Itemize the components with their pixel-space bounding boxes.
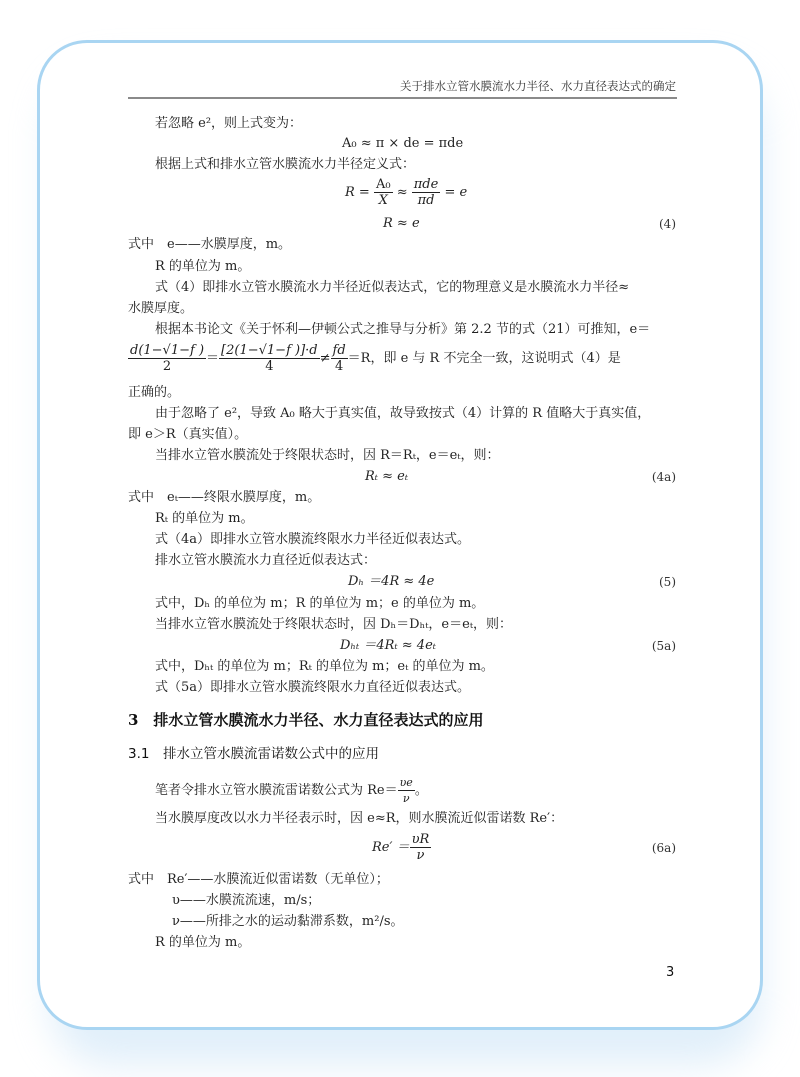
definition-line: R 的单位为 m。 (155, 935, 251, 950)
equation-fraction-row (345, 177, 467, 208)
definition-line: 式中 Re′——水膜流近似雷诺数（无单位）； (128, 872, 389, 887)
equation-fraction-row (128, 343, 621, 374)
numerator: [2(1−√1−f )]·d (221, 343, 318, 358)
fraction (410, 832, 432, 863)
paragraph: 根据上式和排水立管水膜流水力半径定义式： (155, 157, 416, 172)
equation-number: (4a) (651, 470, 676, 484)
paragraph: R 的单位为 m。 (155, 259, 251, 274)
fraction (398, 775, 415, 806)
equation: A₀ ≈ π × de = πde (342, 136, 464, 151)
paragraph: 正确的。 (128, 385, 181, 400)
fraction (219, 343, 320, 374)
equation-fraction-row (372, 832, 431, 863)
running-header: 关于排水立管水膜流水力半径、水力直径表达式的确定 (400, 79, 676, 93)
paragraph: 式中 e——水膜厚度，m。 (128, 237, 292, 252)
paragraph-text: 笔者令排水立管水膜流雷诺数公式为 Re＝ (155, 783, 398, 798)
equation: Rₜ ≈ eₜ (365, 469, 409, 484)
paragraph: 排水立管水膜流水力直径近似表达式： (155, 553, 377, 568)
numerator: A₀ (375, 177, 391, 192)
equation-number: (4) (659, 217, 676, 231)
paragraph: 式中，Dₕ 的单位为 m；R 的单位为 m；e 的单位为 m。 (155, 596, 485, 611)
fraction (128, 343, 206, 374)
fraction (412, 177, 441, 208)
denominator: πd (417, 193, 435, 208)
fraction (374, 177, 393, 208)
paragraph: 式中，Dₕₜ 的单位为 m；Rₜ 的单位为 m；eₜ 的单位为 m。 (155, 659, 494, 674)
header-rule (128, 97, 677, 99)
fraction (331, 343, 348, 374)
not-equal-sign: ≠ (319, 351, 331, 366)
subsection-heading: 3.1 排水立管水膜流雷诺数公式中的应用 (128, 746, 379, 762)
paragraph: 式（4）即排水立管水膜流水力半径近似表达式，它的物理意义是水膜流水力半径≈ (155, 280, 630, 295)
eq-lhs: R = (345, 185, 370, 200)
equation: Dₕₜ ＝4Rₜ ≈ 4eₜ (340, 638, 436, 653)
equation: R ≈ e (383, 216, 420, 231)
paragraph: 水膜厚度。 (128, 301, 194, 316)
page-number: 3 (666, 965, 675, 980)
numerator: d(1−√1−f ) (130, 343, 205, 358)
equals-sign: ＝ (206, 351, 220, 366)
paragraph: 式（4a）即排水立管水膜流终限水力半径近似表达式。 (155, 532, 471, 547)
equation-number: (6a) (651, 841, 676, 855)
denominator: X (378, 193, 388, 208)
denominator: 2 (162, 359, 172, 374)
paragraph: Rₜ 的单位为 m。 (155, 511, 254, 526)
equation-number: (5) (659, 575, 676, 589)
paragraph: 式中 eₜ——终限水膜厚度，m。 (128, 490, 321, 505)
paragraph: 根据本书论文《关于怀利—伊顿公式之推导与分析》第 2.2 节的式（21）可推知，e＝ (155, 322, 651, 337)
denominator: 4 (334, 359, 344, 374)
paragraph-with-fraction (155, 775, 428, 806)
denominator: ν (402, 792, 410, 805)
numerator: πde (413, 177, 439, 192)
denominator: ν (416, 848, 425, 863)
numerator: υe (399, 776, 413, 789)
definition-line: ν——所排之水的运动黏滞系数，m²/s。 (172, 914, 404, 929)
approx-sign: ≈ (396, 185, 408, 200)
denominator: 4 (265, 359, 274, 374)
eq-rhs: = e (444, 185, 468, 200)
eq-lhs: Re′ ＝ (372, 840, 410, 855)
paragraph-tail: ＝R，即 e 与 R 不完全一致，这说明式（4）是 (347, 351, 621, 366)
definition-line: υ——水膜流流速，m/s； (172, 893, 321, 908)
paragraph: 即 e＞R（真实值）。 (128, 427, 248, 442)
paragraph: 当排水立管水膜流处于终限状态时，因 Dₕ＝Dₕₜ，e＝eₜ，则： (155, 617, 513, 632)
section-heading: 3 排水立管水膜流水力半径、水力直径表达式的应用 (128, 711, 484, 729)
paragraph: 由于忽略了 e²，导致 A₀ 略大于真实值，故导致按式（4）计算的 R 值略大于真实值， (155, 406, 651, 421)
paragraph: 当排水立管水膜流处于终限状态时，因 R＝Rₜ，e＝eₜ，则： (155, 448, 500, 463)
period: 。 (414, 783, 428, 798)
paragraph: 式（5a）即排水立管水膜流终限水力直径近似表达式。 (155, 680, 471, 695)
paragraph: 当水膜厚度改以水力半径表示时，因 e≈R，则水膜流近似雷诺数 Re′： (155, 811, 564, 826)
equation: Dₕ ＝4R ≈ 4e (348, 574, 435, 589)
numerator: υR (411, 832, 430, 847)
equation-number: (5a) (651, 639, 676, 653)
paragraph: 若忽略 e²，则上式变为： (155, 116, 303, 131)
numerator: fd (332, 343, 346, 358)
